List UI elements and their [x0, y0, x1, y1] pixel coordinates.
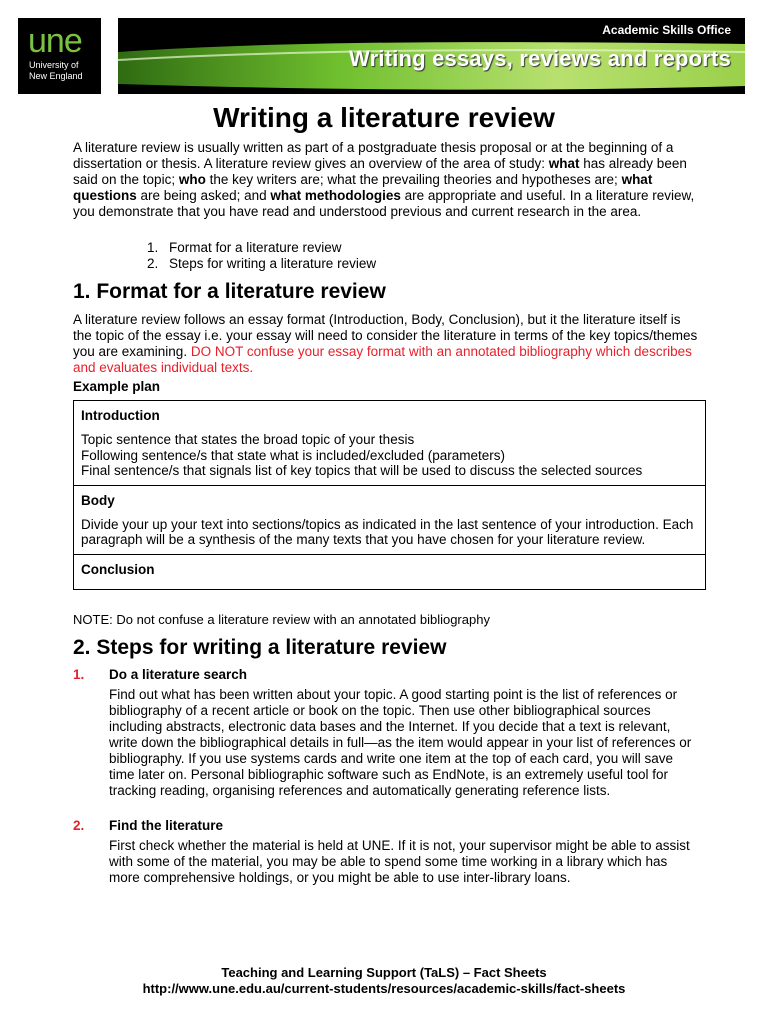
office-name: Academic Skills Office: [602, 23, 731, 37]
example-plan-label: Example plan: [73, 379, 161, 394]
list-item: 1. Format for a literature review: [147, 240, 342, 255]
format-paragraph: A literature review follows an essay format (Introduction, Body, Conclusion), but it the literature itself is the topic of the essay i.e. your essay will need to consider the literature in terms of the key topics/themes you are examining. DO NOT confuse your essay format with an annotated bibliography which describes and evaluates individual texts.: [73, 312, 698, 375]
list-item: 2. Steps for writing a literature review: [147, 256, 377, 271]
page-footer: [0, 965, 768, 997]
logo-wordmark: une: [28, 22, 82, 60]
section-heading-steps: 2. Steps for writing a literature review: [73, 636, 447, 659]
example-plan-table: [73, 400, 706, 590]
step-item: 2. Find the literature First check whether the material is held at UNE. If it is not, your supervisor might be able to assist with some of the material, you may be able to spend some time working in a library which has more comprehensive holdings, or you might be able to use inter-library loans.: [73, 818, 690, 885]
footer-title: Teaching and Learning Support (TaLS) – Fact Sheets: [221, 965, 547, 980]
section-heading-format: 1. Format for a literature review: [73, 280, 386, 303]
plan-body-cell: Body Divide your up your text into sections/topics as indicated in the last sentence of your introduction. Each paragraph will be a synthesis of the many texts that you have chosen for your literature review.: [74, 486, 705, 555]
une-logo: [18, 18, 101, 94]
note-text: NOTE: Do not confuse a literature review with an annotated bibliography: [73, 612, 490, 627]
header-banner: [118, 18, 745, 94]
contents-list: [147, 240, 376, 272]
logo-subtitle: University of New England: [29, 60, 83, 81]
series-title: Writing essays, reviews and reports: [349, 46, 731, 71]
warning-text: DO NOT confuse your essay format with an annotated bibliography which describes and evaluates individual texts.: [73, 344, 692, 375]
plan-introduction-cell: Introduction Topic sentence that states the broad topic of your thesis Following sentence/s that state what is included/excluded (parameters) Final sentence/s that signals list of key topics that will be used to discuss the selected sources: [74, 401, 705, 486]
plan-conclusion-cell: Conclusion: [81, 561, 155, 577]
intro-paragraph: A literature review is usually written as part of a postgraduate thesis proposal or at the beginning of a dissertation or thesis. A literature review gives an overview of the area of study: what has already been said on the topic; who the key writers are; what the prevailing theories and hypotheses are; what questions are being asked; and what methodologies are appropriate and useful. In a literature review, you demonstrate that you have read and understood previous and current research in the area.: [73, 140, 695, 219]
footer-url: http://www.une.edu.au/current-students/resources/academic-skills/fact-sheets: [142, 981, 626, 996]
step-item: 1. Do a literature search Find out what has been written about your topic. A good starting point is the list of references or bibliography of a recent article or book on the topic. Then use other bibliographical sources including abstracts, electronic data bases and the Internet. If you decide that a text is relevant, write down the bibliographical details in full—as the item would appear in your list of references or bibliography. If you use systems cards and write one item at the top of each card, you will save time later on. Personal bibliographic software such as EndNote, is an extremely useful tool for tracking reading, organising references and automatically generating reference lists.: [73, 667, 692, 798]
page-title: Writing a literature review: [213, 102, 555, 133]
